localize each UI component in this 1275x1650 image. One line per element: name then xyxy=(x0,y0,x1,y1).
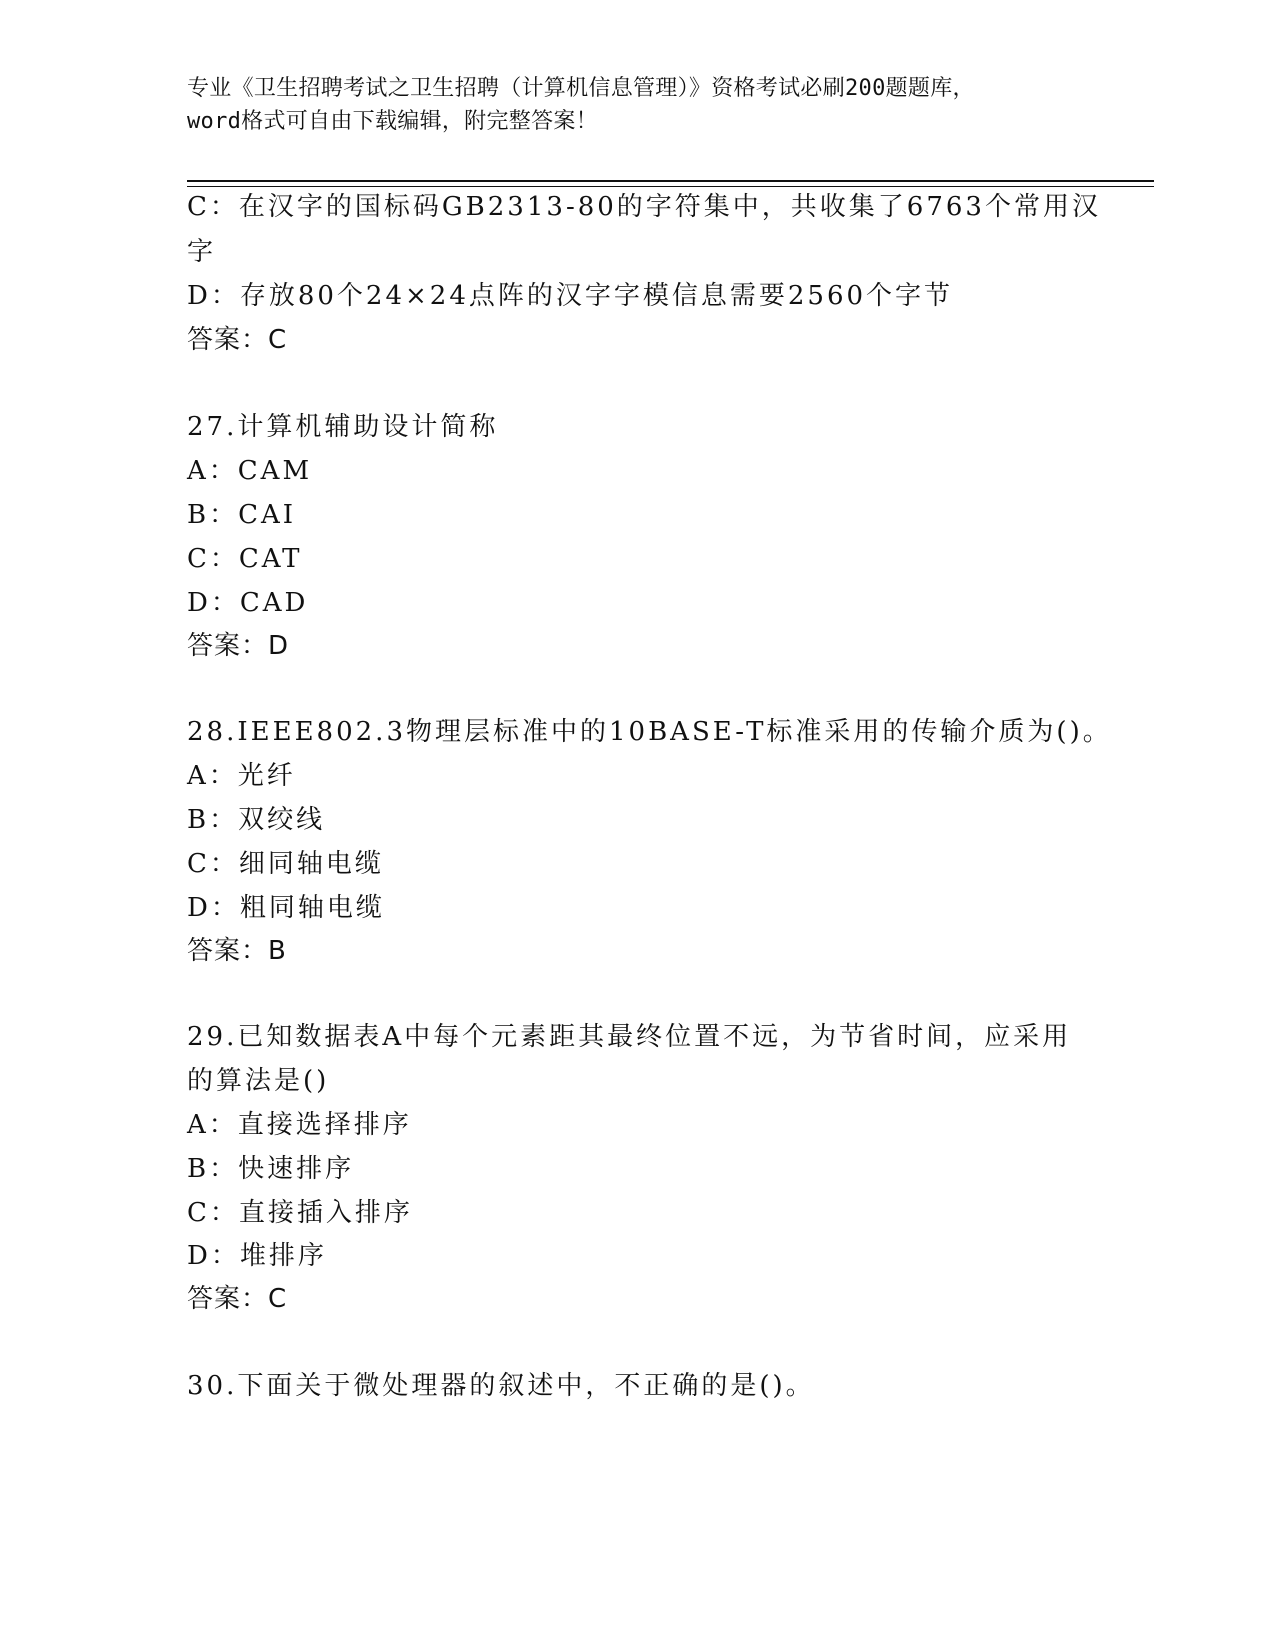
question-29: 29.已知数据表A中每个元素距其最终位置不远，为节省时间，应采用 xyxy=(187,1022,1072,1052)
question-28: 28.IEEE802.3物理层标准中的10BASE-T标准采用的传输介质为()。 xyxy=(187,717,1112,747)
option-c-q26: C：在汉字的国标码GB2313-80的字符集中，共收集了6763个常用汉 xyxy=(187,192,1101,222)
option-b-q27: B：CAI xyxy=(187,500,297,530)
option-d-q29: D：堆排序 xyxy=(187,1241,327,1271)
question-27: 27.计算机辅助设计简称 xyxy=(187,412,499,442)
option-c-q28: C：细同轴电缆 xyxy=(187,849,384,879)
header-line-1: 专业《卫生招聘考试之卫生招聘（计算机信息管理）》资格考试必刷200题题库， xyxy=(187,76,975,101)
answer-q27: 答案：D xyxy=(187,631,290,661)
option-a-q28: A：光纤 xyxy=(187,761,296,791)
answer-q29: 答案：C xyxy=(187,1284,288,1314)
answer-q28: 答案：B xyxy=(187,936,287,966)
header-line-2: word格式可自由下载编辑，附完整答案！ xyxy=(187,109,598,134)
option-a-q29: A：直接选择排序 xyxy=(187,1110,412,1140)
option-c-q27: C：CAT xyxy=(187,544,303,574)
header-divider-thick xyxy=(187,180,1154,182)
option-c-q29: C：直接插入排序 xyxy=(187,1198,413,1228)
option-d-q28: D：粗同轴电缆 xyxy=(187,893,385,923)
option-d-q27: D：CAD xyxy=(187,588,309,618)
option-b-q28: B：双绞线 xyxy=(187,805,326,835)
option-b-q29: B：快速排序 xyxy=(187,1154,355,1184)
question-29-cont: 的算法是() xyxy=(187,1066,330,1096)
option-a-q27: A：CAM xyxy=(187,456,313,486)
answer-q26: 答案：C xyxy=(187,325,288,355)
option-d-q26: D：存放80个24×24点阵的汉字字模信息需要2560个字节 xyxy=(187,281,954,311)
option-c-q26-cont: 字 xyxy=(187,237,217,267)
question-30: 30.下面关于微处理器的叙述中，不正确的是()。 xyxy=(187,1371,815,1401)
document-header xyxy=(187,72,1087,138)
